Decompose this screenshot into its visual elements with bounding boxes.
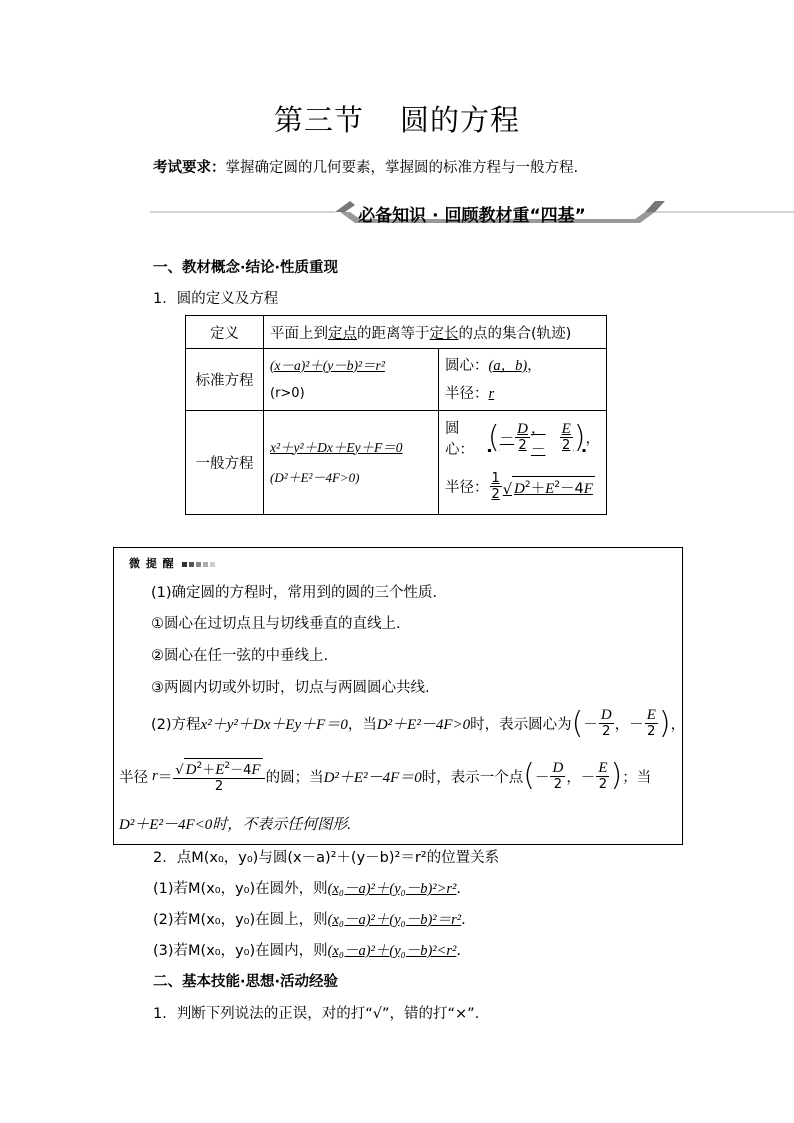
tip-l6-post: 时，表示一个点 xyxy=(421,769,524,786)
tip-l5-mid: ，当 xyxy=(347,717,377,733)
case1-condition: (x₀－a)²＋(y₀－b)²>r² xyxy=(327,881,457,897)
general-center-suffix: ， xyxy=(585,431,600,447)
definition-pre: 平面上到 xyxy=(270,325,328,342)
general-center-value: ( － $\frac{D}{2}$ ，－ $\frac{E}{2}$ ) xyxy=(487,419,586,458)
standard-condition: (r>0) xyxy=(270,385,305,401)
radius-label: 半径： xyxy=(445,385,489,402)
page-title xyxy=(0,98,794,139)
definition-content xyxy=(264,316,607,349)
definition-mid: 的距离等于 xyxy=(357,325,430,342)
tip-l5-cond: D²＋E²－4F>0 xyxy=(376,717,471,733)
tip-l6-mid: 的圆；当 xyxy=(265,769,324,786)
radius-value: r xyxy=(488,385,495,402)
tip-line-7 xyxy=(119,813,351,834)
table-row-definition xyxy=(186,316,607,349)
position-case-inside xyxy=(153,939,461,960)
center-value: (a，b) xyxy=(488,357,528,374)
tip-l7-text: D²＋E²－4F<0时，不表示任何图形. xyxy=(119,817,352,833)
case1-pre: (1)若M(x₀，y₀)在圆外，则 xyxy=(153,881,328,897)
standard-equation: (x－a)²＋(y－b)²＝r² xyxy=(270,357,385,373)
section-heading-1-text: 一、教材概念·结论·性质重现 xyxy=(153,260,339,276)
case2-pre: (2)若M(x₀，y₀)在圆上，则 xyxy=(153,912,328,928)
table-row-standard xyxy=(186,349,607,411)
tip-l5-eq: x²＋y²＋Dx＋Ey＋F＝0 xyxy=(200,717,348,733)
tip-line-6 xyxy=(119,758,651,794)
definition-post: 的点的集合(轨迹) xyxy=(458,325,572,342)
exam-requirement xyxy=(153,156,578,177)
tip-l6-end: ；当 xyxy=(622,769,652,786)
general-equation-cell xyxy=(264,411,439,515)
case3-post: . xyxy=(456,943,462,959)
exam-requirement-text: 掌握确定圆的几何要素，掌握圆的标准方程与一般方程. xyxy=(225,160,579,176)
tip-square-1 xyxy=(182,562,187,567)
general-condition: (D²＋E²－4F>0) xyxy=(270,469,360,485)
banner-title: 必备知识 · 回顾教材重“四基” xyxy=(358,206,586,226)
tip-l5-pre: (2)方程 xyxy=(151,717,201,733)
definition-fixed-point: 定点 xyxy=(328,325,357,342)
case3-pre: (3)若M(x₀，y₀)在圆内，则 xyxy=(153,943,328,959)
center-suffix: ， xyxy=(527,357,542,374)
section-heading-2 xyxy=(153,970,338,991)
general-center-label: 圆心： xyxy=(445,420,474,458)
general-equation: x²＋y²＋Dx＋Ey＋F＝0 xyxy=(270,439,403,455)
case1-post: . xyxy=(456,881,462,897)
title-part2: 圆的方程 xyxy=(400,103,521,137)
section-heading-2-text: 二、基本技能·思想·活动经验 xyxy=(153,974,339,990)
position-case-outside xyxy=(153,877,461,898)
case2-post: . xyxy=(461,912,466,928)
general-center xyxy=(445,414,600,462)
tip-l5-post: 时，表示圆心为 xyxy=(470,717,572,733)
title-part1: 第三节 xyxy=(273,103,364,137)
general-radius-value: $\frac{1}{2}$ √ $D^2+E^2-4F$ xyxy=(491,471,593,502)
general-radius xyxy=(445,462,600,512)
tip-square-2 xyxy=(189,562,194,567)
tip-line-4: ③两圆内切或外切时，切点与两圆圆心共线. xyxy=(151,680,430,696)
case3-condition: (x₀－a)²＋(y₀－b)²<r² xyxy=(327,943,457,959)
tip-l6-radius: r ＝ √ $D^2+E^2-4F$ 2 xyxy=(152,758,266,794)
tip-box xyxy=(113,547,686,845)
tip-l5-center: ( － $\frac{D}{2}$ ，－ $\frac{E}{2}$ ) ， xyxy=(571,705,686,741)
circle-definition-table xyxy=(185,315,607,515)
section-heading-1 xyxy=(153,256,338,277)
item-judge: 1．判断下列说法的正误，对的打“√”，错的打“×”. xyxy=(153,1006,480,1022)
standard-center-radius-cell xyxy=(439,349,607,411)
tip-square-5 xyxy=(210,562,215,567)
tip-square-3 xyxy=(196,562,201,567)
tip-heading-text: 微 提 醒 xyxy=(129,557,175,570)
standard-radius xyxy=(445,380,600,408)
tip-l6-cond: D²＋E²－4F＝0 xyxy=(323,769,422,786)
tip-heading xyxy=(129,555,215,571)
standard-center xyxy=(445,352,600,380)
case2-condition: (x₀－a)²＋(y₀－b)²＝r² xyxy=(327,912,462,928)
item-heading-2-text: 2．点M(x₀，y₀)与圆(x－a)²＋(y－b)²＝r²的位置关系 xyxy=(153,850,500,866)
exam-requirement-label: 考试要求： xyxy=(153,160,226,176)
row-label-definition: 定义 xyxy=(186,316,264,349)
tip-l6-pre: 半径 xyxy=(119,769,148,786)
item-heading-2 xyxy=(153,846,499,867)
tip-line-1: (1)确定圆的方程时，常用到的圆的三个性质. xyxy=(151,585,438,601)
table-row-general xyxy=(186,411,607,515)
tip-square-4 xyxy=(203,562,208,567)
tip-line-3: ②圆心在任一弦的中垂线上. xyxy=(151,648,329,664)
definition-fixed-length: 定长 xyxy=(429,325,459,342)
row-label-standard: 标准方程 xyxy=(186,349,264,411)
tip-l6-point: ( － $\frac{D}{2}$ ，－ $\frac{E}{2}$ ) xyxy=(523,758,623,793)
section-banner xyxy=(150,197,794,237)
tip-line-2: ①圆心在过切点且与切线垂直的直线上. xyxy=(151,616,401,632)
general-center-radius-cell xyxy=(439,411,607,515)
center-label: 圆心： xyxy=(445,357,489,374)
general-radius-label: 半径： xyxy=(445,480,489,496)
item-heading-1: 1．圆的定义及方程 xyxy=(153,291,279,307)
position-case-on xyxy=(153,908,466,929)
tip-line-5 xyxy=(151,705,686,741)
row-label-general: 一般方程 xyxy=(186,411,264,515)
standard-equation-cell xyxy=(264,349,439,411)
